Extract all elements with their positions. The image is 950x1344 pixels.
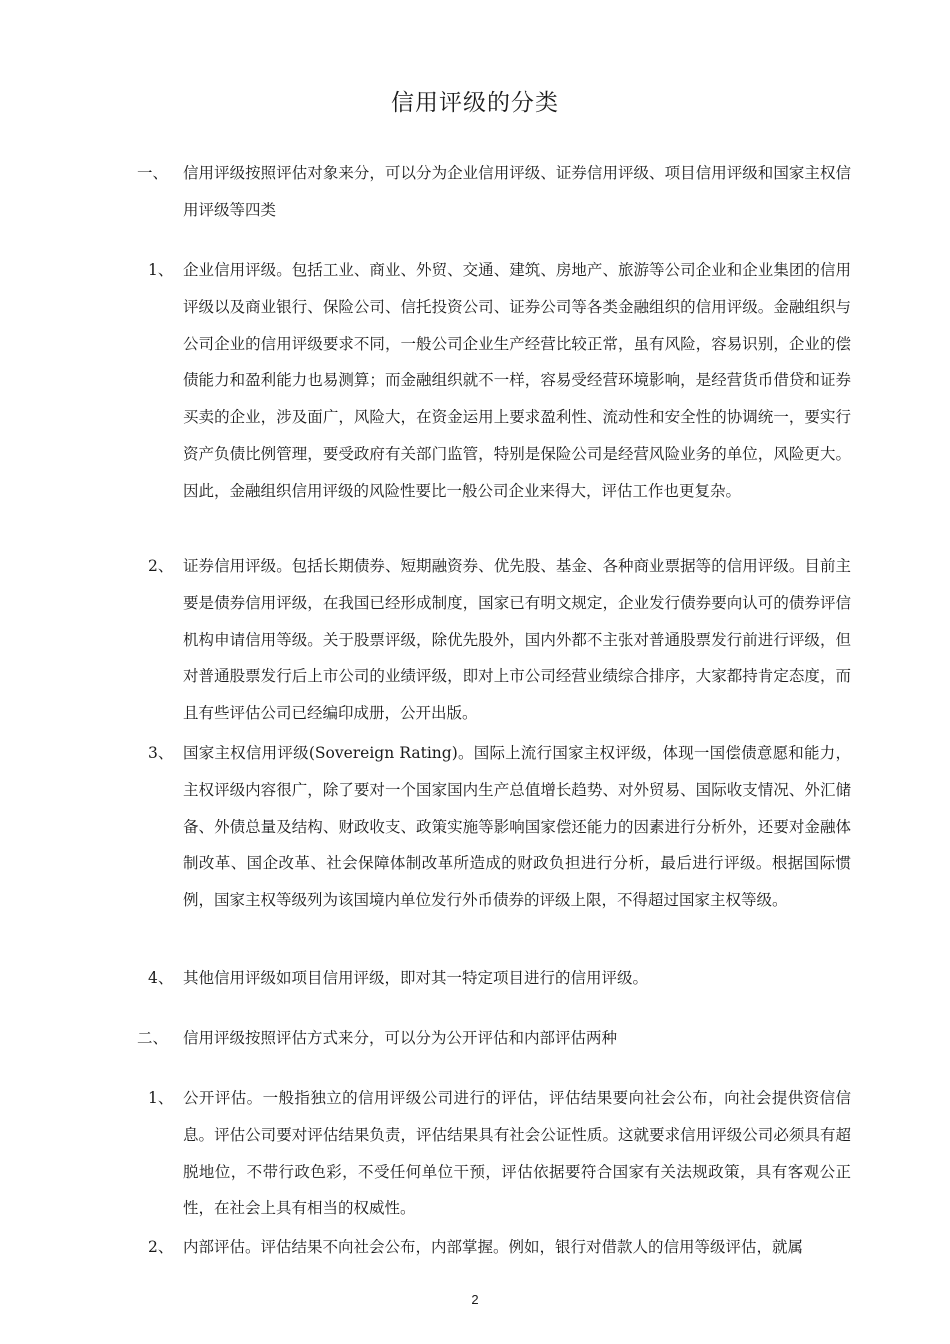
item-text: 国家主权信用评级(Sovereign Rating)。国际上流行国家主权评级，体现一国偿债意愿和能力，主权评级内容很广，除了要对一个国家国内生产总值增长趋势、对外贸易、国际收支情况、外汇储备、外债总量及结构、财政收支、政策实施等影响国家偿还能力的因素进行分析外，还要对金融体制改革、国企改革、社会保障体制改革所造成的财政负担进行分析，最后进行评级。根据国际惯例，国家主权等级列为该国境内单位发行外币债券的评级上限，不得超过国家主权等级。 bbox=[183, 744, 851, 910]
item-marker: 1、 bbox=[148, 1089, 174, 1107]
item-text: 证券信用评级。包括长期债券、短期融资券、优先股、基金、各种商业票据等的信用评级。目前主要是债券信用评级，在我国已经形成制度，国家已有明文规定，企业发行债券要向认可的债券评信机构申请信用等级。关于股票评级，除优先股外，国内外都不主张对普通股票发行前进行评级，但对普通股票发行后上市公司的业绩评级，即对上市公司经营业绩综合排序，大家都持肯定态度，而且有些评估公司已经编印成册，公开出版。 bbox=[183, 557, 851, 723]
section-marker: 一、 bbox=[137, 164, 169, 182]
section-heading: 信用评级按照评估方式来分，可以分为公开评估和内部评估两种 bbox=[183, 1029, 618, 1047]
item-marker: 2、 bbox=[148, 557, 174, 575]
item-text: 公开评估。一般指独立的信用评级公司进行的评估，评估结果要向社会公布，向社会提供资信信息。评估公司要对评估结果负责，评估结果具有社会公证性质。这就要求信用评级公司必须具有超脱地位，不带行政色彩，不受任何单位干预，评估依据要符合国家有关法规政策，具有客观公正性，在社会上具有相当的权威性。 bbox=[183, 1089, 851, 1218]
item-marker: 4、 bbox=[148, 969, 174, 987]
page-number: 2 bbox=[471, 1292, 479, 1307]
section-marker: 二、 bbox=[137, 1029, 169, 1047]
item-marker: 2、 bbox=[148, 1238, 174, 1256]
item-marker: 1、 bbox=[148, 261, 174, 279]
item-text: 内部评估。评估结果不向社会公布，内部掌握。例如，银行对借款人的信用等级评估，就属 bbox=[183, 1238, 804, 1256]
item-marker: 3、 bbox=[148, 744, 174, 762]
section-heading: 信用评级按照评估对象来分，可以分为企业信用评级、证券信用评级、项目信用评级和国家主权信用评级等四类 bbox=[183, 164, 851, 219]
page-title: 信用评级的分类 bbox=[391, 90, 559, 116]
item-text: 其他信用评级如项目信用评级，即对其一特定项目进行的信用评级。 bbox=[183, 969, 649, 987]
item-text: 企业信用评级。包括工业、商业、外贸、交通、建筑、房地产、旅游等公司企业和企业集团的信用评级以及商业银行、保险公司、信托投资公司、证券公司等各类金融组织的信用评级。金融组织与公司企业的信用评级要求不同，一般公司企业生产经营比较正常，虽有风险，容易识别，企业的偿债能力和盈利能力也易测算；而金融组织就不一样，容易受经营环境影响，是经营货币借贷和证券买卖的企业，涉及面广，风险大，在资金运用上要求盈利性、流动性和安全性的协调统一，要实行资产负债比例管理，要受政府有关部门监管，特别是保险公司是经营风险业务的单位，风险更大。因此，金融组织信用评级的风险性要比一般公司企业来得大，评估工作也更复杂。 bbox=[183, 261, 851, 500]
